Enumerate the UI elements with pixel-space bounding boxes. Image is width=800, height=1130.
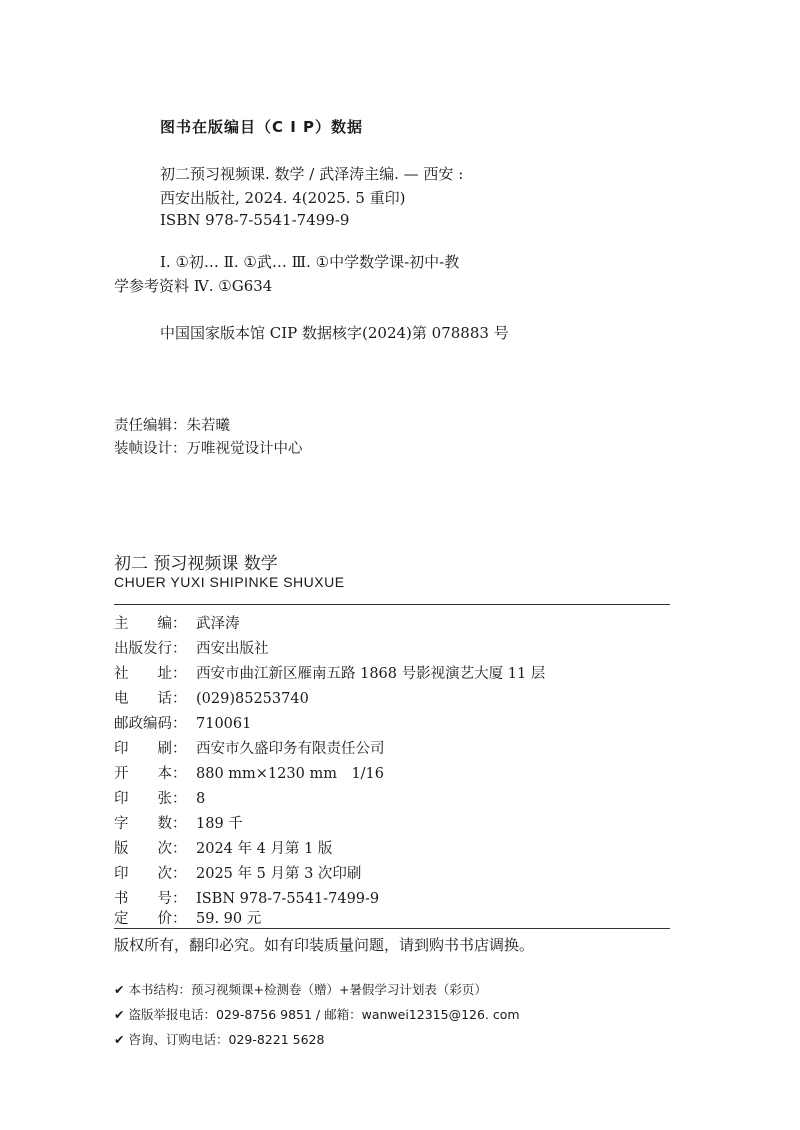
info-label: 开 本： (114, 766, 187, 782)
info-label: 出版发行： (114, 641, 187, 657)
info-label: 社 址： (114, 666, 187, 682)
book-title: 初二 预习视频课 数学 (114, 554, 278, 574)
info-value: 880 mm×1230 mm 1/16 (196, 766, 385, 782)
divider-top (114, 604, 670, 605)
bullet-structure (114, 980, 487, 998)
cover-design: 装帧设计：万唯视觉设计中心 (114, 441, 303, 457)
info-label: 电 话： (114, 691, 187, 707)
info-value: 西安出版社 (196, 641, 269, 657)
info-row-word-count (114, 812, 243, 833)
cip-title: 图书在版编目（C I P）数据 (160, 118, 364, 136)
book-title-pinyin: CHUER YUXI SHIPINKE SHUXUE (114, 574, 345, 590)
info-value: 2024 年 4 月第 1 版 (196, 841, 333, 857)
info-label: 定 价： (114, 911, 187, 927)
info-value: (029)85253740 (196, 691, 309, 707)
info-label: 主 编： (114, 616, 187, 632)
bullet-text: 盗版举报电话：029-8756 9851 / 邮箱：wanwei12315@126. com (128, 1007, 520, 1022)
info-value: 西安市曲江新区雁南五路 1868 号影视演艺大厦 11 层 (196, 666, 546, 682)
info-label: 版 次： (114, 841, 187, 857)
bullet-piracy-report (114, 1005, 520, 1023)
check-icon: ✔ (114, 1032, 125, 1047)
info-label: 印 张： (114, 791, 187, 807)
info-label: 印 次： (114, 866, 187, 882)
info-label: 印 刷： (114, 741, 187, 757)
info-row-price (114, 907, 261, 928)
info-row-printing (114, 862, 361, 883)
cip-line-classification-cont: 学参考资料 Ⅳ. ①G634 (114, 277, 273, 295)
info-value: 8 (196, 791, 206, 807)
responsible-editor: 责任编辑：朱若曦 (114, 418, 230, 434)
bullet-text: 本书结构：预习视频课+检测卷（赠）+暑假学习计划表（彩页） (128, 982, 487, 997)
cip-line-publisher: 西安出版社, 2024. 4(2025. 5 重印) (160, 189, 406, 207)
info-label: 邮政编码： (114, 716, 187, 732)
check-icon: ✔ (114, 982, 125, 997)
info-value: 2025 年 5 月第 3 次印刷 (196, 866, 362, 882)
bullet-order-phone (114, 1030, 324, 1048)
info-row-sheets (114, 787, 205, 808)
info-row-isbn (114, 887, 379, 908)
info-row-phone (114, 687, 309, 708)
info-row-publisher (114, 637, 269, 658)
info-row-printer (114, 737, 385, 758)
bullet-text: 咨询、订购电话：029-8221 5628 (128, 1032, 325, 1047)
info-value: 59. 90 元 (196, 911, 262, 927)
check-icon: ✔ (114, 1007, 125, 1022)
info-row-address (114, 662, 545, 683)
info-value: ISBN 978-7-5541-7499-9 (196, 891, 380, 907)
info-value: 武泽涛 (196, 616, 240, 632)
info-row-edition (114, 837, 332, 858)
info-row-format (114, 762, 384, 783)
info-row-postcode (114, 712, 251, 733)
cip-line-isbn: ISBN 978-7-5541-7499-9 (160, 211, 350, 229)
info-value: 710061 (196, 716, 252, 732)
divider-bottom (114, 928, 670, 929)
info-row-editor (114, 612, 240, 633)
cip-line-title: 初二预习视频课. 数学 / 武泽涛主编. — 西安 : (160, 165, 464, 183)
info-value: 西安市久盛印务有限责任公司 (196, 741, 385, 757)
info-label: 字 数： (114, 816, 187, 832)
copyright-notice: 版权所有，翻印必究。如有印装质量问题，请到购书书店调换。 (114, 936, 535, 954)
cip-line-classification: Ⅰ. ①初… Ⅱ. ①武… Ⅲ. ①中学数学课-初中-教 (160, 253, 460, 271)
cip-line-registration: 中国国家版本馆 CIP 数据核字(2024)第 078883 号 (160, 324, 509, 342)
info-label: 书 号： (114, 891, 187, 907)
info-value: 189 千 (196, 816, 243, 832)
